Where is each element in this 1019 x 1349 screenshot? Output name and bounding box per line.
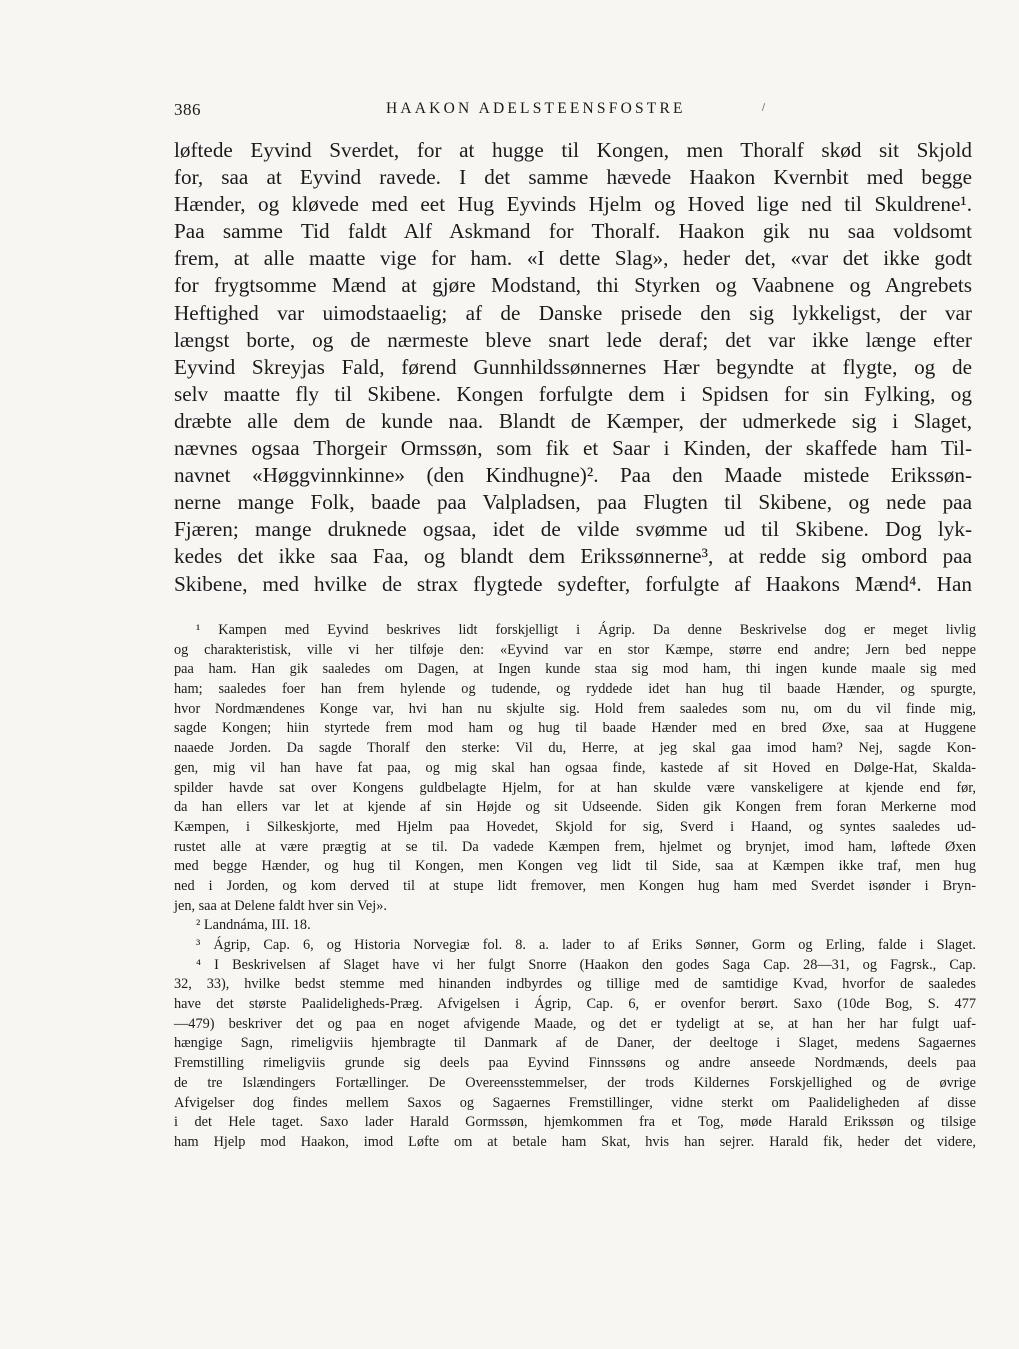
footnote-4-line: 32, 33), hvilke bedst stemme med hinanden indbyrdes og tillige med de samtidige Kvad, hvorfor de saaledes xyxy=(174,976,976,993)
page-header xyxy=(174,100,814,126)
footnote-4-line: hængige Sagn, rimeligviis hjembragte til Danmark af de Daner, der deeltoge i Slaget, medens Sagaernes xyxy=(174,1035,976,1052)
footnote-1-line: og charakteristisk, ville vi her tilføje den: «Eyvind var en stor Kæmpe, større end andre; Jern bed neppe xyxy=(174,641,976,658)
text-line: Skibene, med hvilke de strax flygtede sydefter, forfulgte af Haakons Mænd⁴. Han xyxy=(174,571,972,596)
text-line: for frygtsomme Mænd at gjøre Modstand, thi Styrken og Vaabnene og Angrebets xyxy=(174,273,972,298)
footnote-1-line: sagde Kongen; hiin styrtede frem mod ham og hug til baade Hænder med en bred Øxe, saa at Huggene xyxy=(174,720,976,737)
footnote-4-line: Fremstilling rimeligviis grunde sig deels paa Eyvind Finnssøns og andre anseede Nordmænds, deels paa xyxy=(174,1055,976,1072)
text-line: Hænder, og kløvede med eet Hug Eyvinds Hjelm og Hoved lige ned til Skuldrene¹. xyxy=(174,192,972,217)
footnote-1-line: da han ellers var let at kjende af sin Højde og sit Udseende. Siden gik Kongen frem foran Merkerne mod xyxy=(174,799,976,816)
footnote-1-line: Kæmpen, i Silkeskjorte, med Hjelm paa Hovedet, Skjold for sig, Sverd i Haand, og syntes saaledes ud- xyxy=(174,818,976,835)
text-line: for, saa at Eyvind ravede. I det samme hævede Haakon Kvernbit med begge xyxy=(174,165,972,190)
footnote-4-line: ⁴ I Beskrivelsen af Slaget have vi her fulgt Snorre (Haakon den godes Saga Cap. 28—31, og Fagrsk., Cap. xyxy=(196,956,976,973)
text-line: navnet «Høggvinnkinne» (den Kindhugne)². Paa den Maade mistede Erikssøn- xyxy=(174,463,972,488)
text-line: Fjæren; mange druknede ogsaa, idet de vilde svømme ud til Skibene. Dog lyk- xyxy=(174,517,972,542)
text-line: frem, at alle maatte vige for ham. «I dette Slag», heder det, «var det ikke godt xyxy=(174,246,972,271)
text-line: selv maatte fly til Skibene. Kongen forfulgte dem i Spidsen for sin Fylking, og xyxy=(174,381,972,406)
footnote-4-line: have det største Paalideligheds-Præg. Afvigelsen i Ágrip, Cap. 6, er ovenfor berørt. Saxo (10de Bog, S. 477 xyxy=(174,996,976,1013)
footnote-4-line: ham Hjelp mod Haakon, imod Løfte om at betale ham Skat, hvis han sejrer. Harald fik, heder det videre, xyxy=(174,1133,976,1150)
footnote-4-line: de tre Islændingers Fortællinger. De Overeensstemmelser, der trods Kildernes Forskjellighed og de øvrige xyxy=(174,1074,976,1091)
text-line: længst borte, og de nærmeste bleve snart lede deraf; det var ikke længe efter xyxy=(174,327,972,352)
footnote-1-line: naaede Jorden. Da sagde Thoralf den sterke: Vil du, Herre, at jeg skal gaa imod ham? Nej, sagde Kon- xyxy=(174,740,976,757)
text-line: løftede Eyvind Sverdet, for at hugge til Kongen, men Thoralf skød sit Skjold xyxy=(174,138,972,162)
running-title: HAAKON ADELSTEENSFOSTRE xyxy=(386,100,686,117)
page-number: 386 xyxy=(174,100,201,119)
text-line: nævnes ogsaa Thorgeir Ormssøn, som fik et Saar i Kinden, der skaffede ham Til- xyxy=(174,436,972,461)
text-line: kedes det ikke saa Faa, og blandt dem Erikssønnerne³, at redde sig ombord paa xyxy=(174,544,972,569)
footnote-2: ² Landnáma, III. 18. xyxy=(196,917,311,934)
text-line: Paa samme Tid faldt Alf Askmand for Thoralf. Haakon gik nu saa voldsomt xyxy=(174,219,972,244)
text-line: nerne mange Folk, baade paa Valpladsen, paa Flugten til Skibene, og nede paa xyxy=(174,490,972,515)
footnote-4-line: —479) beskriver det og paa en noget afvigende Maade, og det er tydeligt at se, at han her har fulgt uaf- xyxy=(174,1015,976,1032)
text-line: Eyvind Skreyjas Fald, førend Gunnhildssønnernes Hær begyndte at flygte, og de xyxy=(174,354,972,379)
footnote-1-line: ¹ Kampen med Eyvind beskrives lidt forskjelligt i Ágrip. Da denne Beskrivelse dog er meget livlig xyxy=(196,622,976,638)
footnote-4-line: i det Hele taget. Saxo lader Harald Gormssøn, hjemkommen fra et Tog, møde Harald Erikssøn og tilsige xyxy=(174,1114,976,1131)
footnote-1-line: rustet alle at være prægtig at se til. Da vadede Kæmpen frem, hjelmet og brynjet, imod ham, løftede Øxen xyxy=(174,838,976,855)
footnote-1-line: ned i Jorden, og kom derved til at stupe lidt fremover, men Kongen hug ham med Sverdet isønder i Bryn- xyxy=(174,877,976,894)
main-text xyxy=(174,137,972,598)
footnotes xyxy=(174,621,976,1153)
footnote-4-line: Afvigelser dog findes mellem Saxos og Sagaernes Fremstillinger, vidne sterkt om Paalideligheden af disse xyxy=(174,1094,976,1111)
footnote-1-line: gen, mig vil han have fat paa, og mig skal han ogsaa finde, kastede af sit Hoved en Dølge-Hat, Skalda- xyxy=(174,759,976,776)
footnote-1-line: jen, saa at Delene faldt hver sin Vej». xyxy=(174,897,387,914)
footnote-1-line: ham; saaledes foer han frem hylende og tudende, og ryddede idet han hug til baade Hænder, og spurgte, xyxy=(174,681,976,698)
text-line: dræbte alle dem de kunde naa. Blandt de Kæmper, der udmerkede sig i Slaget, xyxy=(174,408,972,433)
footnote-1-line: hvor Nordmændenes Konge var, hvi han nu skjulte sig. Hold frem saaledes som nu, om du vil finde mig, xyxy=(174,700,976,717)
footnote-1-line: paa ham. Han gik saaledes om Dagen, at Ingen kunde staa sig mod ham, thi ingen kunde maale sig med xyxy=(174,661,976,678)
footnote-1-line: spilder havde sat over Kongens guldbelagte Hjelm, for at han skulde være vanskeligere at kjende end før, xyxy=(174,779,976,796)
footnote-1-line: med begge Hænder, og hug til Kongen, men Kongen veg lidt til Side, saa at Kæmpen ikke traf, men hug xyxy=(174,858,976,875)
footnote-3: ³ Ágrip, Cap. 6, og Historia Norvegiæ fol. 8. a. lader to af Eriks Sønner, Gorm og Erling, falde i Slaget. xyxy=(196,937,976,953)
text-line: Heftighed var uimodstaaelig; af de Danske prisede den sig lykkeligst, der var xyxy=(174,300,972,325)
